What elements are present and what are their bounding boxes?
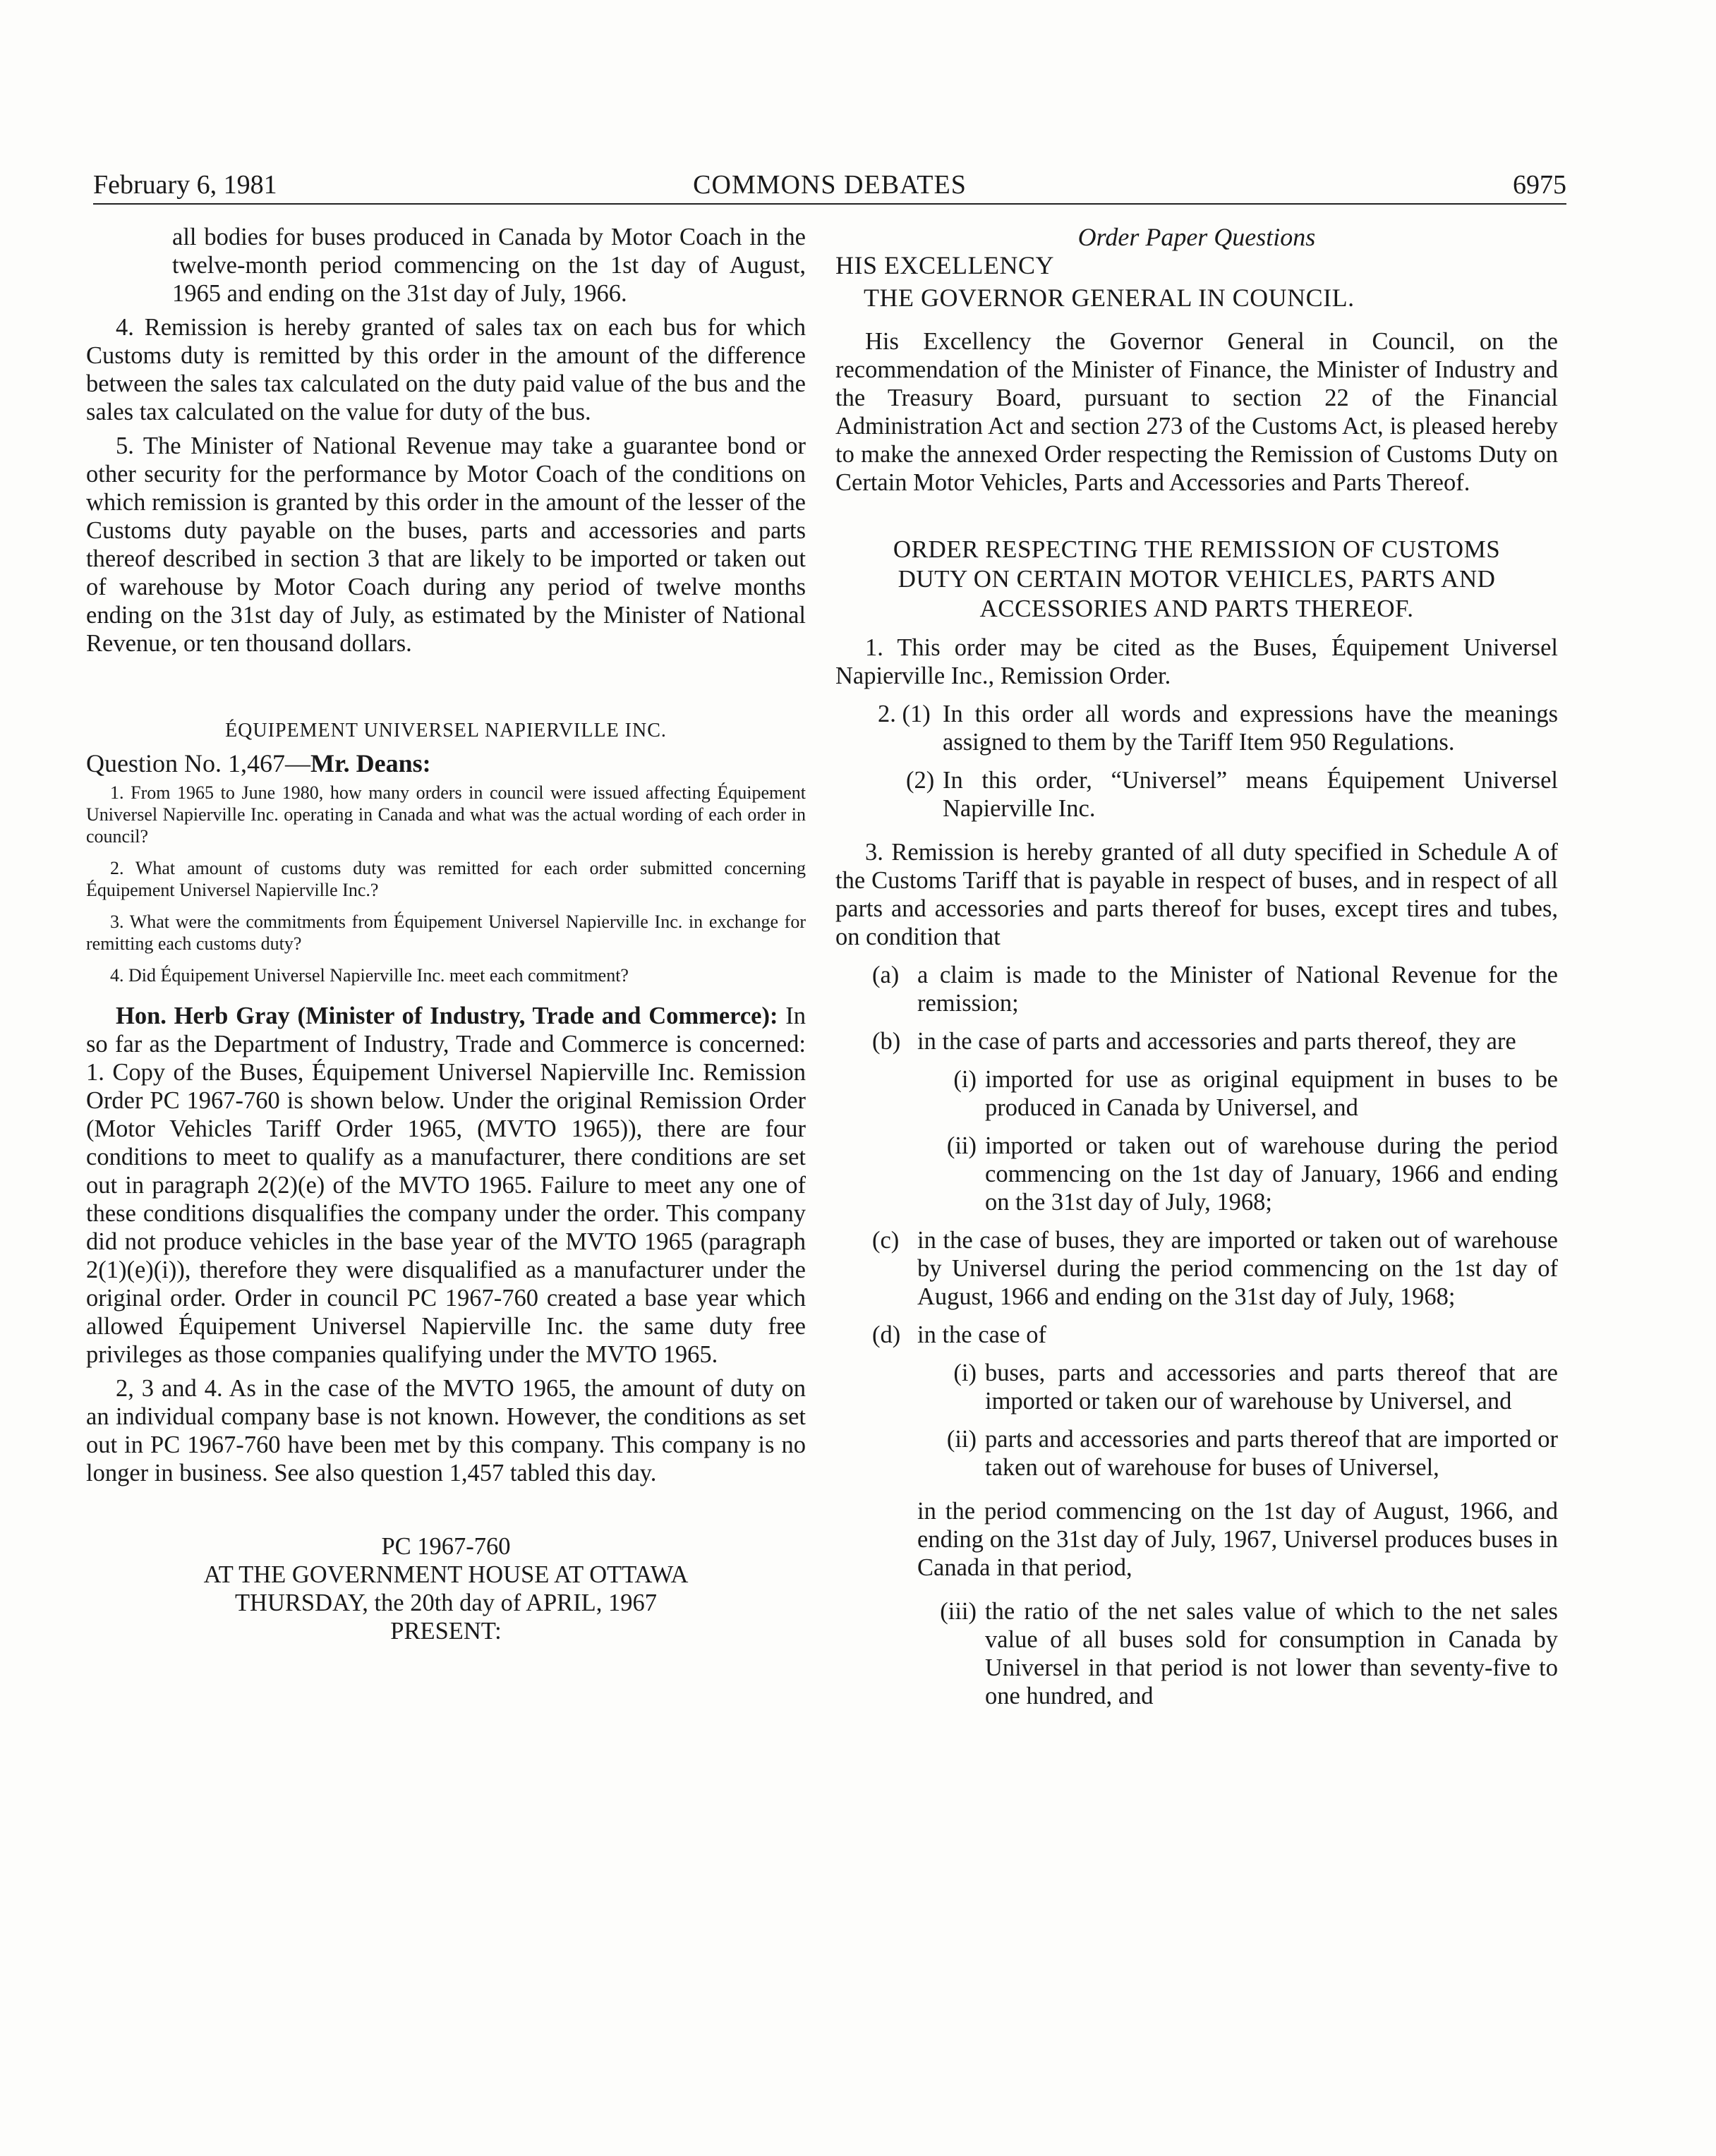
condition-b-i-text: imported for use as original equipment in buses to be produced in Canada by Universel, and [985, 1066, 1558, 1121]
order-title-line-1: ORDER RESPECTING THE REMISSION OF CUSTOMS [893, 535, 1501, 563]
condition-a-text: a claim is made to the Minister of National Revenue for the remission; [917, 962, 1558, 1017]
order-section-2-1 [835, 700, 1558, 756]
question-heading [86, 749, 806, 777]
header-page-number: 6975 [1513, 170, 1566, 200]
section-2-1-text: In this order all words and expressions have the meanings assigned to them by the Tariff Item 950 Regulations. [943, 701, 1558, 756]
condition-d-label: (d) [872, 1321, 901, 1348]
running-head: Order Paper Questions [1077, 223, 1316, 251]
question-3: 3. What were the commitments from Équipement Universel Napierville Inc. in exchange for remitting each customs duty? [86, 912, 806, 954]
condition-b-label: (b) [872, 1028, 901, 1055]
order-section-1: 1. This order may be cited as the Buses, Équipement Universel Napierville Inc., Remission Order. [835, 634, 1558, 689]
answer-paragraph-2: 2, 3 and 4. As in the case of the MVTO 1965, the amount of duty on an individual company base is not known. However, the conditions as set out in PC 1967-760 have been met by this company. This company is no longer in business. See also question 1,457 tabled this day. [86, 1375, 806, 1486]
condition-d [835, 1321, 1558, 1349]
right-column [835, 223, 1558, 1710]
condition-d-iii-label: (iii) [940, 1598, 977, 1625]
order-title-line-2: DUTY ON CERTAIN MOTOR VEHICLES, PARTS AND [898, 565, 1496, 593]
pc-line-2: AT THE GOVERNMENT HOUSE AT OTTAWA [203, 1561, 689, 1588]
condition-d-continuation: in the period commencing on the 1st day of August, 1966, and ending on the 31st day of July, 1967, Universel produces buses in Canada in that period, [917, 1498, 1558, 1581]
condition-a [835, 961, 1558, 1017]
condition-b [835, 1027, 1558, 1055]
section-2-2-text: In this order, “Universel” means Équipement Universel Napierville Inc. [943, 767, 1558, 822]
condition-a-label: (a) [872, 962, 900, 988]
header-date: February 6, 1981 [93, 170, 277, 200]
condition-b-ii-label: (ii) [946, 1132, 977, 1159]
answer-paragraph [86, 1002, 806, 1369]
condition-b-i [835, 1065, 1558, 1122]
condition-c-text: in the case of buses, they are imported or taken out of warehouse by Universel during the period commencing on the 1st day of August, 1966 and ending on the 31st day of July, 1968; [917, 1227, 1558, 1310]
order-title-line-3: ACCESSORIES AND PARTS THEREOF. [979, 595, 1414, 622]
condition-d-i-label: (i) [953, 1359, 977, 1386]
governor-general: THE GOVERNOR GENERAL IN COUNCIL. [864, 284, 1355, 312]
condition-d-ii-text: parts and accessories and parts thereof that are imported or taken out of warehouse for buses of Universel, [985, 1426, 1558, 1481]
section-2-2-label: (2) [906, 767, 935, 794]
condition-b-ii [835, 1132, 1558, 1216]
question-number: Question No. 1,467— [86, 749, 310, 777]
section-2-1-label: 2. (1) [878, 701, 931, 727]
condition-d-iii [835, 1597, 1558, 1710]
pc-line-1: PC 1967-760 [381, 1533, 511, 1560]
order-title [835, 535, 1558, 624]
condition-b-ii-text: imported or taken out of warehouse during the period commencing on the 1st day of January, 1966 and ending on the 31st day of July, 1968; [985, 1132, 1558, 1216]
condition-d-text: in the case of [917, 1321, 1046, 1348]
condition-d-i [835, 1359, 1558, 1415]
question-1: 1. From 1965 to June 1980, how many orders in council were issued affecting Équipement Universel Napierville Inc. operating in Canada and what was the actual wording of each order in council? [86, 782, 806, 847]
condition-d-ii [835, 1425, 1558, 1482]
condition-d-i-text: buses, parts and accessories and parts thereof that are imported or taken our of warehouse by Universel, and [985, 1359, 1558, 1415]
condition-b-text: in the case of parts and accessories and parts thereof, they are [917, 1028, 1516, 1055]
answer-text: In so far as the Department of Industry, Trade and Commerce is concerned: 1. Copy of the Buses, Équipement Universel Napierville Inc. Remission Order PC 1967-760 is shown below. Under the original Remission Order (Motor Vehicles Tariff Order 1965, (MVTO 1965)), there are four conditions to meet to qualify as a manufacturer, there conditions are set out in paragraph 2(2)(e) of the MVTO 1965. Failure to meet any one of these conditions disqualifies the company under the order. This company did not produce vehicles in the base year of the MVTO 1965 (paragraph 2(1)(e)(i)), therefore they were disqualified as a manufacturer under the original order. Order in council PC 1967-760 created a base year which allowed Équipement Universel Napierville Inc. the same duty free privileges as those companies qualifying under the MVTO 1965. [86, 1003, 806, 1368]
section-5: 5. The Minister of National Revenue may take a guarantee bond or other security for the performance by Motor Coach of the conditions on which remission is granted by this order in the amount of the lesser of the Customs duty payable on the buses, parts and accessories and parts thereof described in section 3 that are likely to be imported or taken out of warehouse by Motor Coach during any period of twelve months ending on the 31st day of July, as estimated by the Minister of National Revenue, or ten thousand dollars. [86, 432, 806, 657]
condition-b-i-label: (i) [953, 1066, 977, 1093]
left-column [86, 223, 806, 1645]
header-title: COMMONS DEBATES [693, 170, 967, 200]
condition-c [835, 1226, 1558, 1311]
question-member: Mr. Deans: [310, 749, 431, 777]
question-section-title: ÉQUIPEMENT UNIVERSEL NAPIERVILLE INC. [225, 720, 667, 741]
pc-block [86, 1532, 806, 1645]
question-list [86, 782, 806, 986]
answer-speaker: Hon. Herb Gray (Minister of Industry, Trade and Commerce): [116, 1003, 778, 1029]
order-intro: His Excellency the Governor General in Council, on the recommendation of the Minister of Finance, the Minister of Industry and the Treasury Board, pursuant to section 22 of the Financial Administration Act and section 273 of the Customs Act, is pleased hereby to make the annexed Order respecting the Remission of Customs Duty on Certain Motor Vehicles, Parts and Accessories and Parts Thereof. [835, 328, 1558, 496]
pc-line-4: PRESENT: [390, 1618, 502, 1645]
pc-line-3: THURSDAY, the 20th day of APRIL, 1967 [234, 1589, 658, 1616]
condition-c-label: (c) [872, 1227, 900, 1254]
section-4: 4. Remission is hereby granted of sales tax on each bus for which Customs duty is remitted by this order in the amount of the difference between the sales tax calculated on the duty paid value of the bus and the sales tax calculated on the value for duty of the bus. [86, 314, 806, 425]
continued-paragraph: all bodies for buses produced in Canada by Motor Coach in the twelve-month period commencing on the 1st day of August, 1965 and ending on the 31st day of July, 1966. [172, 224, 806, 307]
condition-d-ii-label: (ii) [946, 1426, 977, 1453]
his-excellency: HIS EXCELLENCY [835, 251, 1054, 279]
page-header [93, 169, 1566, 205]
question-2: 2. What amount of customs duty was remitted for each order submitted concerning Équipement Universel Napierville Inc.? [86, 858, 806, 900]
order-section-3: 3. Remission is hereby granted of all duty specified in Schedule A of the Customs Tariff that is payable in respect of buses, and in respect of all parts and accessories and parts thereof for buses, except tires and tubes, on condition that [835, 839, 1558, 950]
order-section-2-2 [835, 766, 1558, 823]
condition-d-iii-text: the ratio of the net sales value of which to the net sales value of all buses sold for consumption in Canada by Universel in that period is not lower than seventy-five to one hundred, and [985, 1598, 1558, 1709]
question-4: 4. Did Équipement Universel Napierville Inc. meet each commitment? [110, 965, 629, 986]
